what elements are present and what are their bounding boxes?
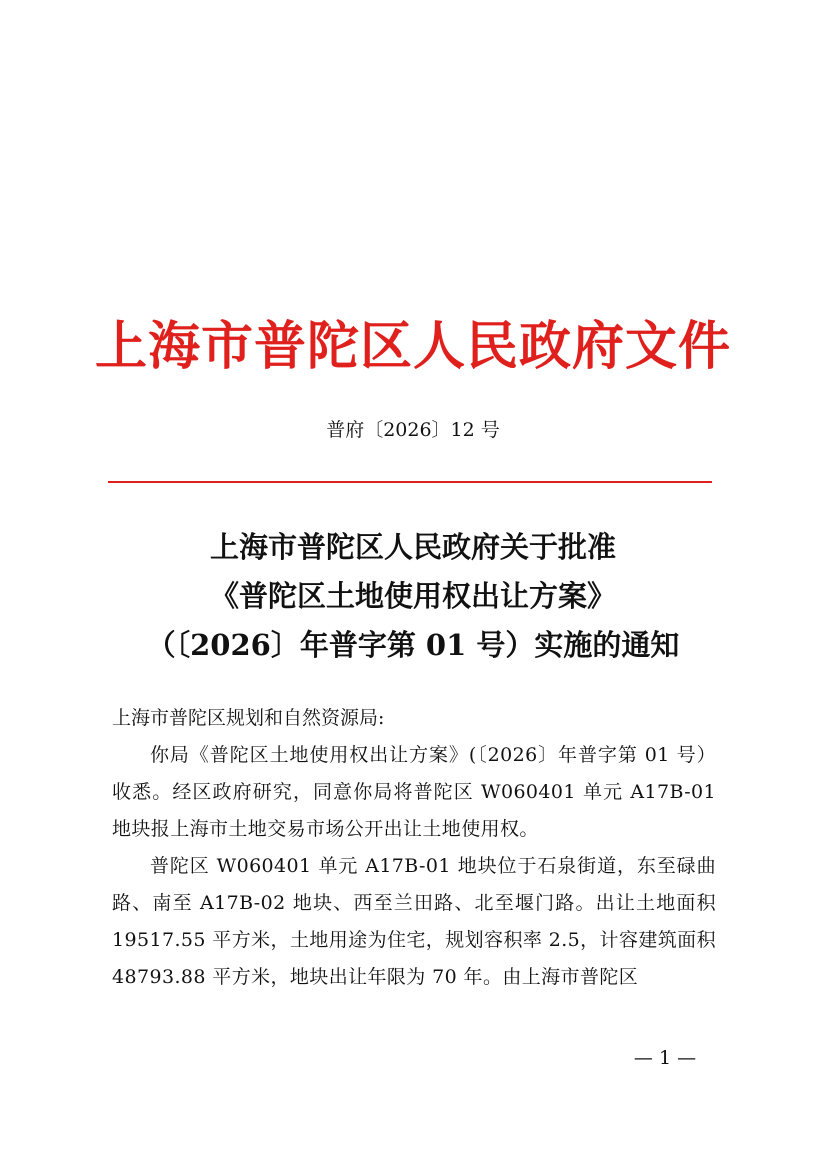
notice-title-line-3: （〔2026〕年普字第 01 号）实施的通知 — [146, 628, 680, 662]
notice-title-line-1: 上海市普陀区人民政府关于批准 — [209, 530, 616, 564]
header-divider — [108, 481, 712, 483]
salutation: 上海市普陀区规划和自然资源局: — [112, 707, 385, 729]
body-paragraph-1: 你局《普陀区土地使用权出让方案》(〔2026〕年普字第 01 号）收悉。经区政府研究，同意你局将普陀区 W060401 单元 A17B-01 地块报上海市土地交易市场公开出让土地使用权。 — [112, 744, 716, 840]
document-number: 普府〔2026〕12 号 — [326, 419, 500, 441]
notice-title — [0, 523, 826, 670]
notice-body — [112, 700, 716, 996]
notice-title-line-2: 《普陀区土地使用权出让方案》 — [209, 579, 616, 613]
page-number: — 1 — — [633, 1047, 697, 1069]
body-paragraph-2: 普陀区 W060401 单元 A17B-01 地块位于石泉街道，东至碌曲路、南至 A17B-02 地块、西至兰田路、北至堰门路。出让土地面积 19517.55 平方米，土地用途为住宅，规划容积率 2.5，计容建筑面积 48793.88 平方米，地块出让年限为 70 年。由上海市普陀区 — [112, 855, 716, 988]
document-header-title: 上海市普陀区人民政府文件 — [94, 316, 731, 377]
